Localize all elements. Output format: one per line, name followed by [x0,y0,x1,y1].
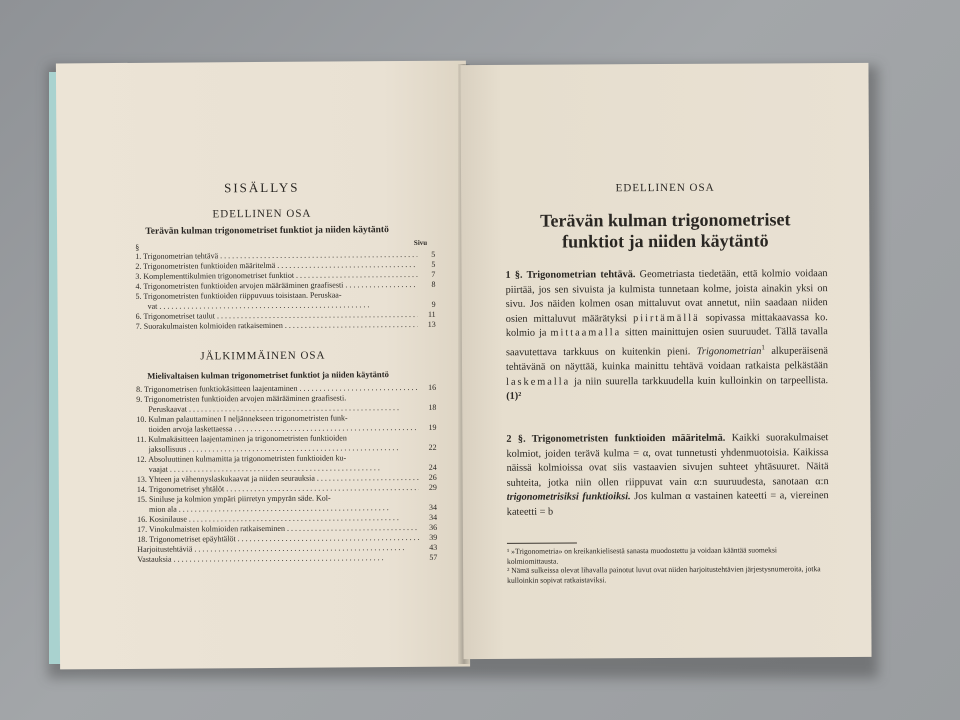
exercise-reference: (1)² [506,390,522,403]
toc-subtitle-2: Mielivaltaisen kulman trigonometriset funktiot ja niiden käytäntö [147,369,389,381]
paragraph-1-text-b: sopivassa mittakaavassa ko. kolmio ja [505,311,828,340]
paragraph-2-text-b: Jos kulman α vastainen kateetti = a, viereinen kateetti = b [506,490,829,518]
toc-entry-page: 43 [429,542,438,552]
toc-entry-page: 36 [429,522,438,532]
toc-list-1 [135,250,436,332]
left-page [56,61,470,670]
toc-entry-page: 19 [428,422,437,432]
toc-entry [136,320,436,332]
toc-entry-title: tioiden arvoja laskettaessa . . . [148,423,418,435]
toc-entry-title: mion ala . . . [149,503,389,515]
toc-entry-page: 34 [429,512,438,522]
paragraph-2-heading: 2 §. Trigonometristen funktioiden määritelmä. [506,432,726,445]
toc-entry-page [418,433,436,443]
toc-entry-title: 6. Trigonometriset taulut . . . [136,310,418,322]
toc-entry-title: 17. Vinokulmaisten kolmioiden ratkaiseminen . . . [137,523,419,535]
toc-entry-title: 10. Kulman palauttaminen I neljännekseen trigonometristen funk- [136,413,348,424]
toc-entry-page: 29 [428,482,437,492]
italic-term-1: Trigonometrian [696,345,762,358]
toc-entry-page: 39 [429,532,438,542]
paragraph-2-text-a: Kaikki suorakulmaiset kolmiot, joiden terävä kulma = α, ovat tunnetusti yhdenmuotoisia. Kaikissa näissä kolmioissa ovat siis vastaavien sivujen suhteet yhtäsuuret. Näitä suhteita, jotka niin ollen riippuvat vain α:n suuruudesta, sanotaan α:n [506,432,829,489]
toc-section-1: EDELLINEN OSA [212,207,312,221]
toc-entry-title: 18. Trigonometriset epäyhtälöt . . . [137,533,419,545]
paragraph-2 [506,431,828,520]
right-page [460,63,871,659]
paragraph-1-text-d: alkuperäisenä tehtävänä on näyttää, kuinka mainittu tehtävä voidaan ratkaista pelkästään [506,345,829,373]
toc-entry-title: Vastauksia . . . [137,553,383,565]
toc-list-2 [136,383,437,565]
page-column-label: Sivu [413,238,428,247]
toc-section-2: JÄLKIMMÄINEN OSA [200,349,326,363]
spaced-word-2: mittaamalla [550,327,622,339]
toc-entry-page: 11 [427,309,436,319]
paragraph-symbol: § [135,242,140,252]
toc-entry-page: 8 [431,279,436,289]
toc-entry-page: 16 [428,382,437,392]
toc-title: SISÄLLYS [224,179,300,196]
toc-entry-page [417,290,435,300]
toc-entry-page [418,413,436,423]
footnote-1: ¹ »Trigonometria» on kreikankielisestä sanasta muodostettu ja voidaan kääntää suomeksi kolmiomittausta. [506,545,778,566]
spaced-word-1: piirtämällä [633,312,700,324]
toc-entry-title: vaajat . . . [149,463,380,475]
toc-entry-title: vat . . . [148,300,370,312]
toc-entry-page [419,453,437,463]
toc-entry-title: 8. Trigonometrisen funktiokäsitteen laajentaminen . . . [136,383,418,395]
toc-entry-page: 13 [427,319,436,329]
toc-entry-page: 24 [428,462,437,472]
toc-entry-page: 22 [428,442,437,452]
footnote-2: ² Nämä sulkeissa olevat lihavalla painotut luvut ovat niiden harjoitustehtävien järjestysnumeroita, jotka kulloinkin sopivat ratkaistaviksi. [507,564,821,585]
toc-subtitle-1: Terävän kulman trigonometriset funktiot ja niiden käytäntö [145,225,389,237]
toc-entry-page: 5 [431,259,436,269]
toc-entry-title: 16. Kosinilause . . . [137,513,399,525]
footnotes [507,545,829,585]
toc-entry-page: 34 [428,502,438,512]
italic-term-2: trigonometrisiksi funktioiksi. [506,491,631,504]
paragraph-1 [506,267,829,404]
toc-entry-page: 18 [428,402,437,412]
toc-entry-page: 57 [429,552,438,562]
toc-entry [137,553,437,565]
chapter-section: EDELLINEN OSA [615,181,715,195]
toc-entry-title: 11. Kulmakäsitteen laajentaminen ja trigonometristen funktioiden [136,433,347,444]
toc-entry-page: 5 [431,249,436,259]
paragraph-1-text-a: Geometriasta tiedetään, että kolmio voidaan piirtää, jos sen sivuista ja kulmista tunnetaan kolme, joista ainakin yksi on sivu. Jos näiden kolmen osan mittaluvut ovat annetut, niin saadaan niiden osien mittaluvut määrätyksi [505,268,828,325]
toc-entry-title: 5. Trigonometristen funktioiden riippuvuus toisistaan. Peruskaa- [135,290,342,301]
footnote-rule [507,542,577,543]
footnote-mark-1: 1 [761,343,765,352]
toc-entry-page: 26 [428,472,437,482]
paragraph-1-text-c: sitten mainittujen osien suuruudet. Tällä tavalla saavutettava tarkkuus on kuitenkin pieni. [505,326,828,359]
toc-entry-title: Peruskaavat . . . [148,403,399,415]
paragraph-1-heading: 1 §. Trigonometrian tehtävä. [505,269,636,281]
paragraph-1-text-e: ja niin suurella tarkkuudella kuin kulloinkin on tarpeellista. [574,374,829,388]
chapter-title [481,209,849,253]
toc-entry-title: 1. Trigonometrian tehtävä . . . [135,250,417,262]
toc-entry-title: jaksollisuus . . . [149,443,399,455]
toc-entry-title: 7. Suorakulmaisten kolmioiden ratkaiseminen . . . [136,320,418,332]
toc-entry-page [419,493,437,503]
toc-entry-title: 13. Yhteen ja vähennyslaskukaavat ja niiden seurauksia . . . [137,473,419,485]
toc-entry-title: 12. Absoluuttinen kulmamitta ja trigonometristen funktioiden ku- [136,453,347,464]
toc-entry-title: Harjoitustehtäviä . . . [137,543,404,555]
toc-entry-title: 4. Trigonometristen funktioiden arvojen määrääminen graafisesti . . . [135,280,417,292]
toc-entry-title: 2. Trigonometristen funktioiden määritelmä . . . [135,260,417,272]
toc-entry-title: 15. Siniluse ja kolmion ympäri piirretyn ympyrän säde. Kol- [136,493,331,504]
chapter-title-line-2: funktiot ja niiden käytäntö [562,230,769,252]
spaced-word-3: laskemalla [506,376,571,388]
toc-entry-title: 3. Komplementtikulmien trigonometriset funktiot . . . [135,270,417,282]
toc-entry-page [418,393,436,403]
toc-entry-page: 9 [431,299,436,309]
chapter-title-line-1: Terävän kulman trigonometriset [540,209,791,231]
toc-entry-title: 14. Trigonometriset yhtälöt . . . [137,483,419,495]
toc-entry-page: 7 [431,269,436,279]
toc-entry-title: 9. Trigonometristen funktioiden arvojen määrääminen graafisesti. [136,393,347,404]
